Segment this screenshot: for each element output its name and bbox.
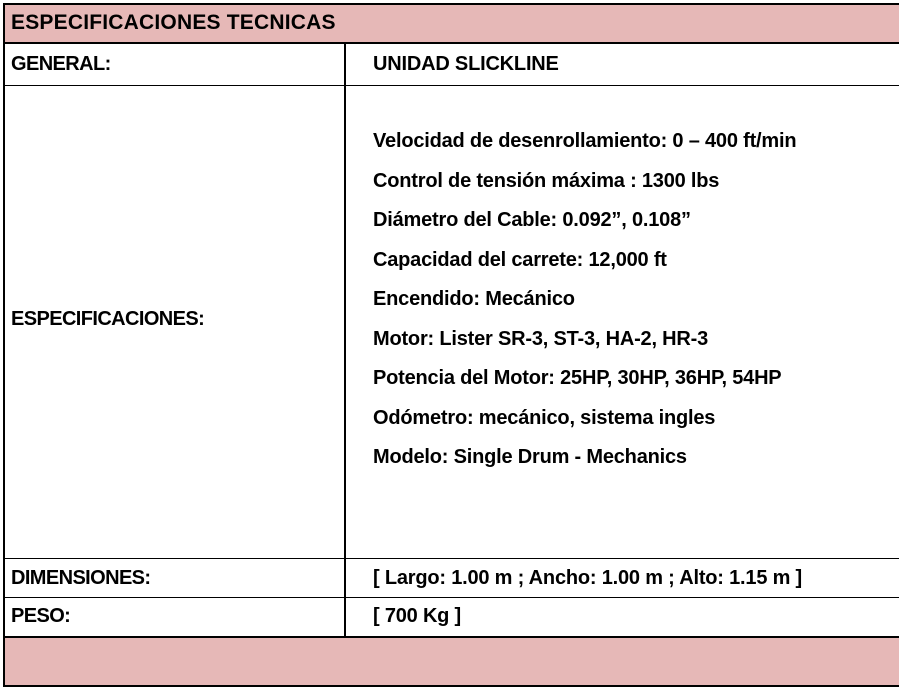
spec-item: Capacidad del carrete: 12,000 ft [373,248,667,271]
column-divider [344,44,346,637]
row-peso [5,598,899,637]
spec-item: Modelo: Single Drum - Mechanics [373,446,687,468]
header-band [5,5,899,44]
spec-list [373,130,796,486]
peso-value: [ 700 Kg ] [373,605,462,627]
dimensiones-value: [ Largo: 1.00 m ; Ancho: 1.00 m ; Alto: 1.15 m ] [373,567,802,589]
dimensiones-label: DIMENSIONES: [11,567,151,589]
spec-item: Potencia del Motor: 25HP, 30HP, 36HP, 54HP [373,367,782,389]
general-label: GENERAL: [11,53,111,75]
especificaciones-label: ESPECIFICACIONES: [11,308,205,330]
spec-item: Control de tensión máxima : 1300 lbs [373,169,720,192]
row-especificaciones [5,86,899,559]
general-value: UNIDAD SLICKLINE [373,53,559,75]
row-general [5,44,899,86]
spec-item: Motor: Lister SR-3, ST-3, HA-2, HR-3 [373,327,709,350]
footer-band [5,636,899,685]
sheet-title: ESPECIFICACIONES TECNICAS [11,11,336,34]
spec-item: Encendido: Mecánico [373,288,575,310]
row-dimensiones [5,559,899,598]
peso-label: PESO: [11,605,71,627]
spec-item: Odómetro: mecánico, sistema ingles [373,406,716,429]
spec-item: Diámetro del Cable: 0.092”, 0.108” [373,209,691,231]
spec-item: Velocidad de desenrollamiento: 0 – 400 ft/min [373,130,797,152]
spec-sheet-table [3,3,899,687]
